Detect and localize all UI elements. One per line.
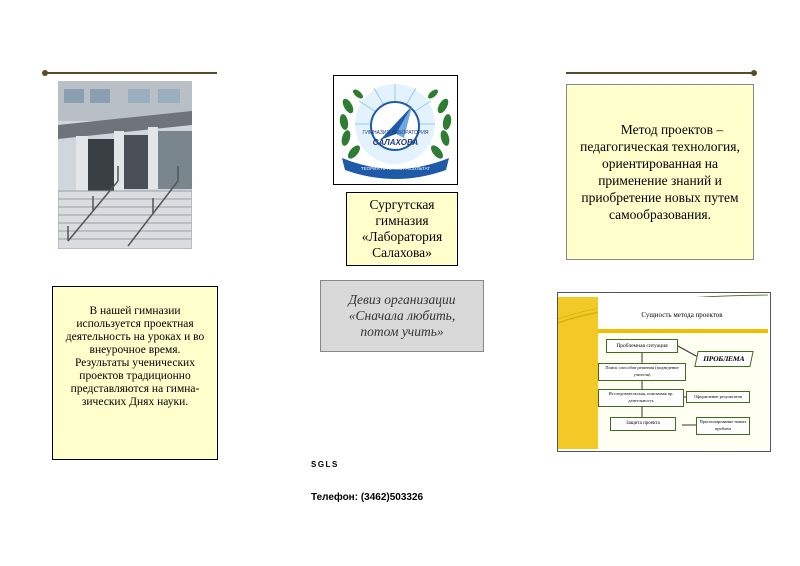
diagram-node-research: Исследовательская, поисковая пр. деятельность	[598, 389, 684, 407]
school-title	[346, 192, 458, 266]
diagram-title: Сущность метода проектов	[641, 311, 723, 319]
phone-number: Телефон: (3462)503326	[311, 492, 424, 503]
diagram-node-results: Оформление результатов	[686, 391, 750, 403]
diagram-node-new-problems: Прогнозирование новых проблем	[696, 417, 750, 435]
top-right-rule	[566, 72, 754, 74]
school-title-text: Сургутская гимназия «Лаборатория Салахова»	[361, 197, 443, 260]
logo-text-name: САЛАХОВА	[372, 138, 419, 147]
building-illustration	[58, 81, 192, 249]
project-activity-info	[52, 286, 218, 460]
top-left-rule	[45, 72, 217, 74]
motto-text: «Сначала любить, потом учить»	[348, 308, 456, 339]
logo-text-top: ГИМНАЗИЯ ЛАБОРАТОРИЯ	[362, 130, 429, 136]
gymnasium-logo	[333, 75, 458, 185]
diagram-node-problem-situation: Проблемная ситуация	[606, 339, 678, 353]
sgls-label: SGLS	[311, 460, 339, 469]
project-method-definition	[566, 84, 754, 260]
project-activity-text: В нашей гимназии используется проектная деятельность на уроках и во внеурочное время. Результаты ученических проектов традиционно представляются на гимна-зических Днях науки.	[65, 305, 205, 408]
diagram-node-defense: Защита проекта	[610, 417, 676, 431]
project-method-diagram	[557, 292, 771, 452]
motto-heading: Девиз организации	[348, 292, 456, 307]
diagram-node-problem: ПРОБЛЕМА	[694, 351, 753, 367]
school-building-photo	[58, 81, 192, 249]
project-method-text: Метод проектов – педагогическая технология, ориентированная на применение знаний и приобретение новых путем самообразования.	[580, 122, 740, 222]
motto-box	[320, 280, 484, 352]
logo-ribbon-text: ТЕОРИЯ ПРАКТИКА РЕЗУЛЬТАТ	[360, 166, 431, 171]
diagram-node-search: Поиск способов решения (подведение учителя)	[598, 363, 686, 381]
